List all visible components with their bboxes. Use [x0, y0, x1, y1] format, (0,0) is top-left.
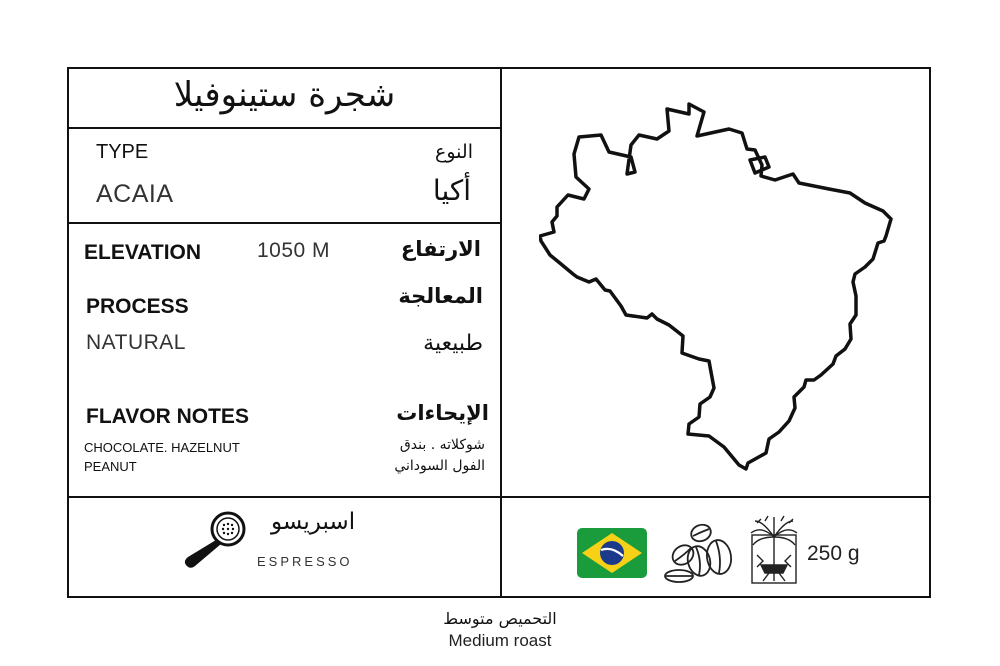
roast-level-arabic: التحميص متوسط	[443, 609, 557, 628]
roast-level: Medium roast	[448, 631, 552, 650]
flavor-notes-line-2: PEANUT	[84, 459, 137, 474]
type-label: TYPE	[96, 141, 149, 163]
palm-tree-icon	[749, 515, 799, 585]
brazil-flag-icon	[576, 527, 648, 579]
flavor-notes-arabic-line-1: شوكلاته . بندق	[399, 437, 485, 453]
flavor-notes-label-arabic: الإيحاءات	[396, 401, 489, 425]
title-arabic: شجرة ستينوفيلا	[173, 75, 396, 115]
process-value: NATURAL	[86, 331, 186, 354]
type-value: ACAIA	[96, 180, 174, 208]
coffee-beans-icon	[661, 519, 733, 585]
divider-type	[69, 222, 500, 224]
elevation-label: ELEVATION	[84, 241, 202, 264]
brazil-map	[539, 99, 899, 479]
portafilter-icon	[181, 510, 247, 572]
process-label-arabic: المعالجة	[398, 284, 483, 308]
center-divider	[500, 69, 502, 598]
process-label: PROCESS	[86, 295, 189, 318]
elevation-value: 1050 M	[257, 239, 331, 262]
flavor-notes-label: FLAVOR NOTES	[86, 405, 249, 428]
type-value-arabic: أكيا	[432, 174, 471, 207]
coffee-label-card	[67, 67, 931, 598]
flavor-notes-line-1: CHOCOLATE. HAZELNUT	[84, 440, 240, 455]
divider-title	[69, 127, 500, 129]
type-label-arabic: النوع	[435, 141, 473, 163]
flavor-notes-arabic-line-2: الفول السوداني	[394, 458, 485, 474]
divider-footer	[69, 496, 931, 498]
elevation-label-arabic: الارتفاع	[400, 237, 481, 261]
process-value-arabic: طبيعية	[423, 331, 483, 356]
weight: 250 g	[807, 542, 860, 565]
brew-label: ESPRESSO	[257, 554, 353, 569]
brew-label-arabic: اسبريسو	[271, 509, 356, 535]
